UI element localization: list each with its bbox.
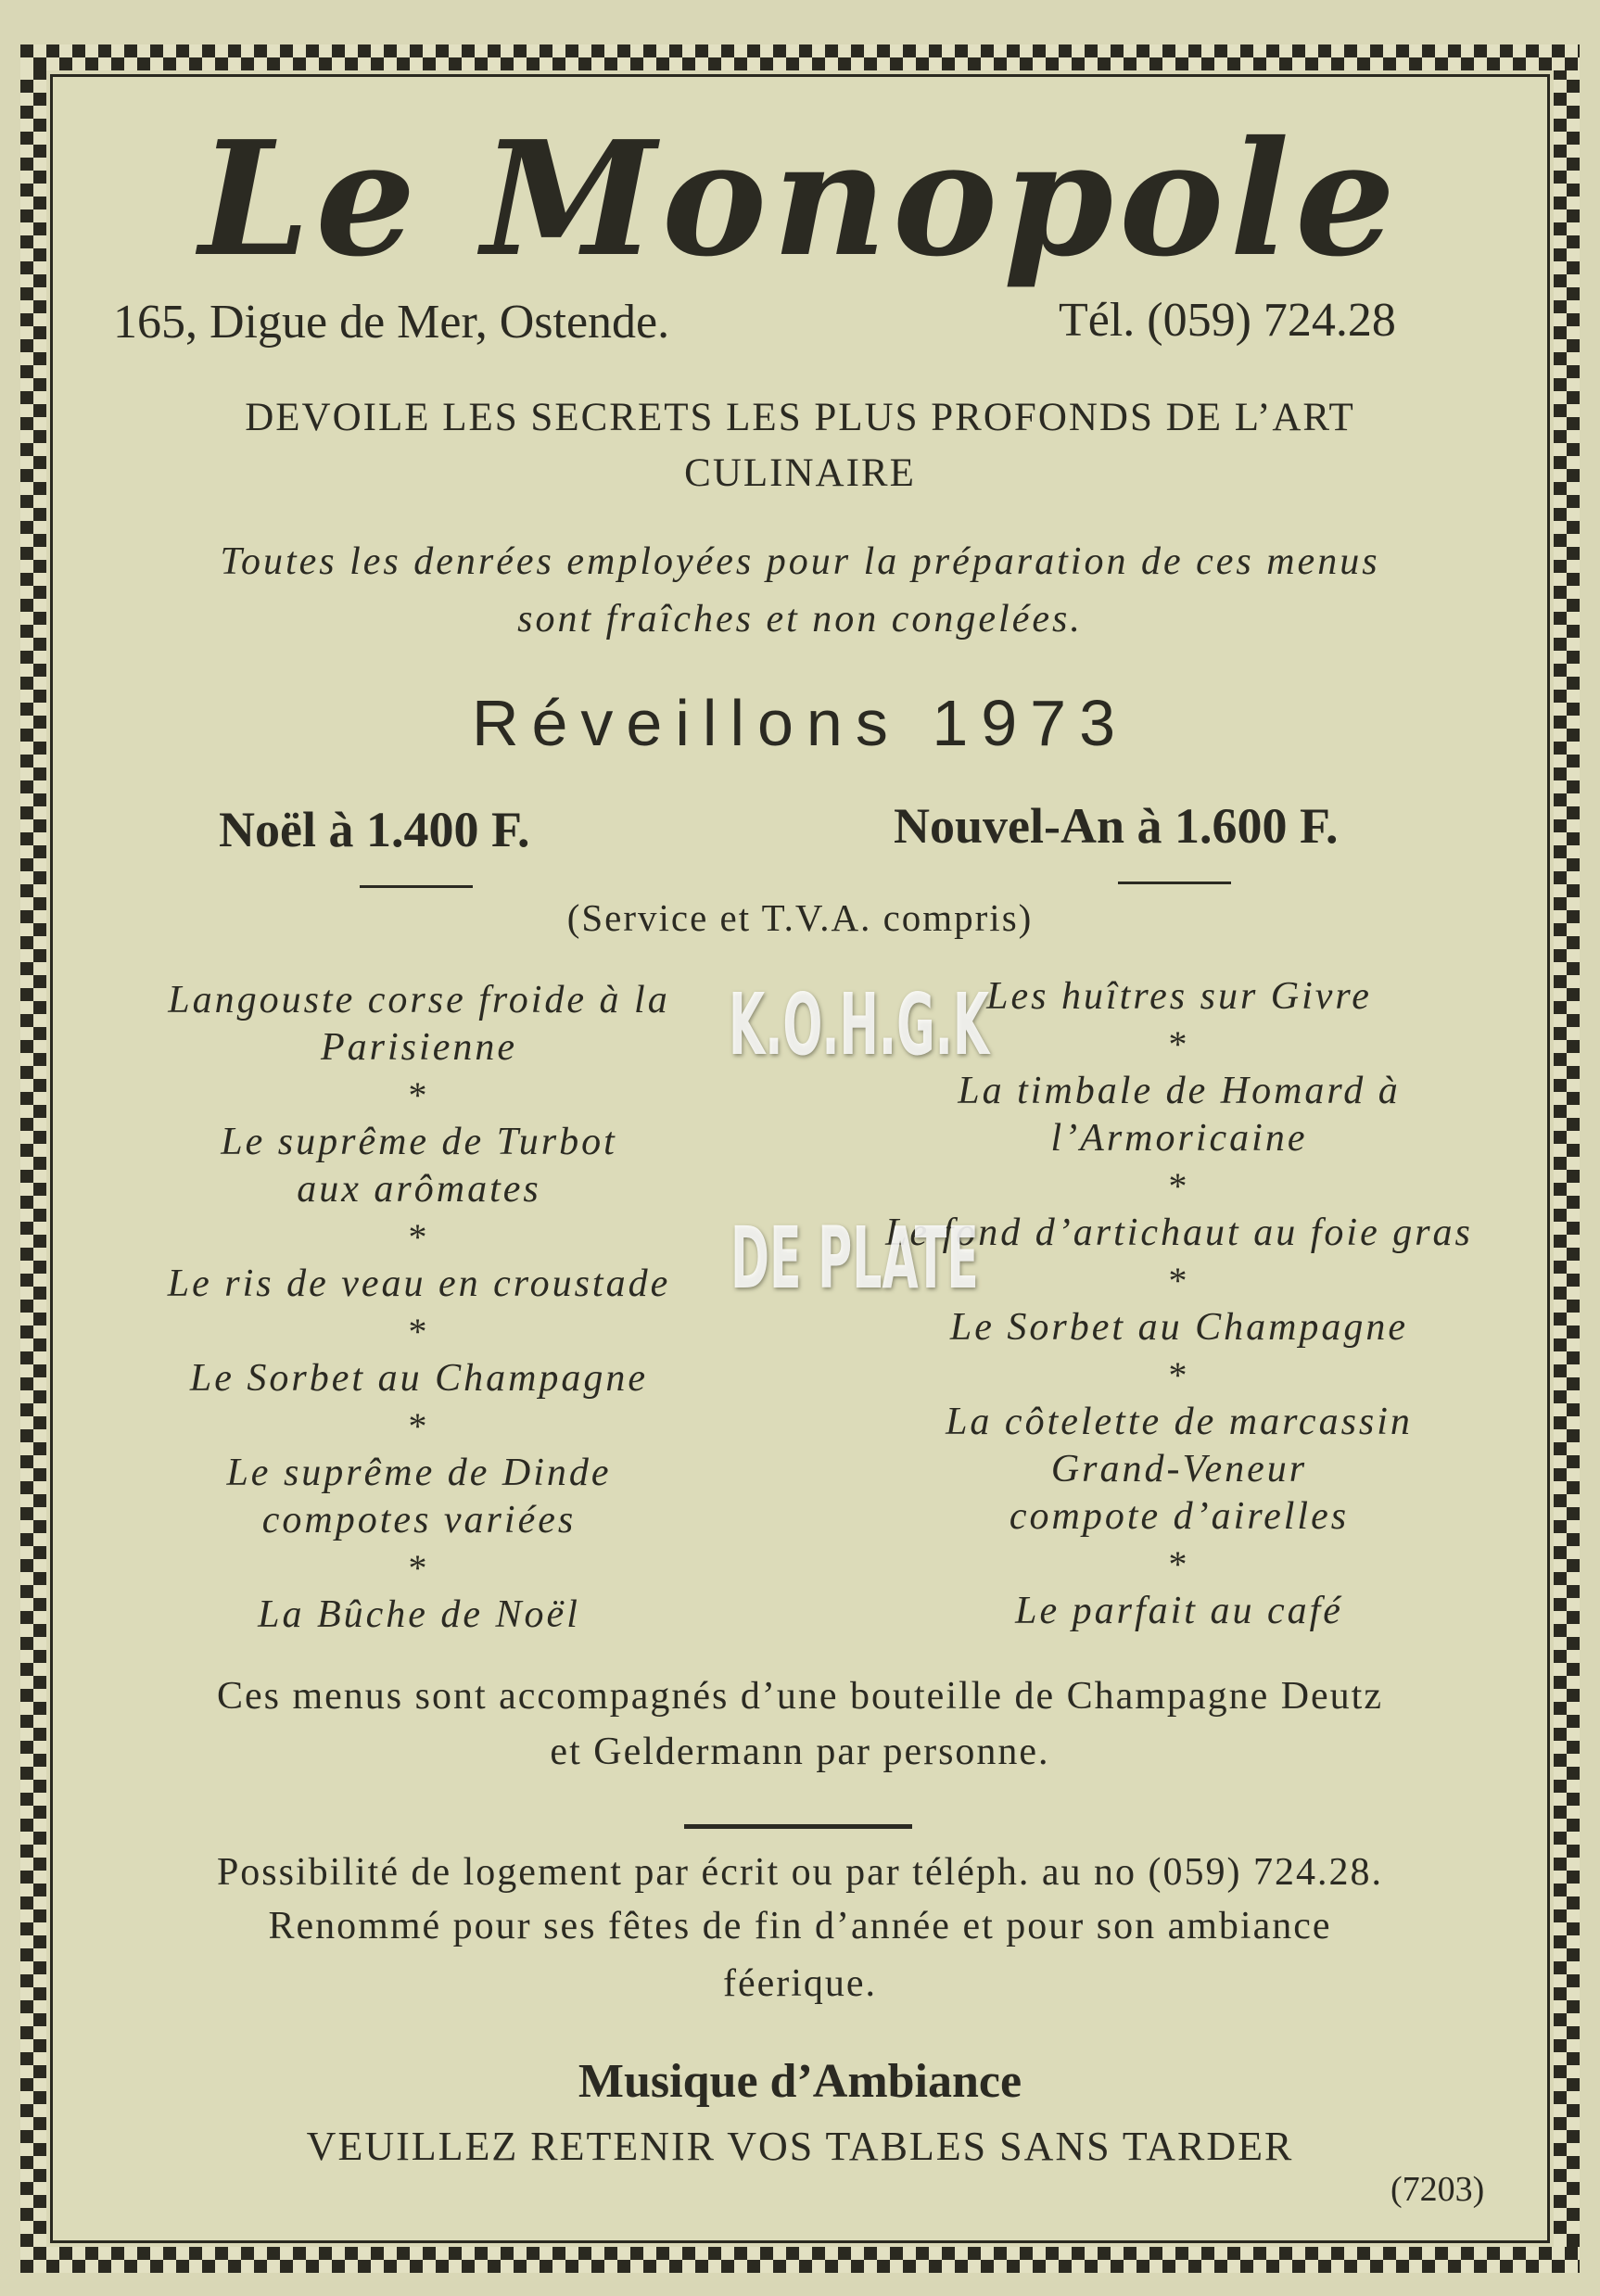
menu-nouvel-an-item: Grand-Veneur — [1050, 1448, 1308, 1490]
notice-line-2: sont fraîches et non congelées. — [517, 598, 1083, 641]
menu-noel-item: Le Sorbet au Champagne — [189, 1357, 649, 1400]
menu-noel-separator: * — [408, 1405, 430, 1447]
event-title: Réveillons 1973 — [471, 687, 1129, 759]
reference-number: (7203) — [1390, 2170, 1485, 2209]
menu-nouvel-an-separator: * — [1168, 1023, 1190, 1065]
menu-noel-separator: * — [408, 1547, 430, 1589]
restaurant-title: Le Monopole — [198, 107, 1402, 292]
menu-noel-item: Langouste corse froide à la — [168, 979, 670, 1021]
menu-nouvel-an-item: Les huîtres sur Givre — [986, 975, 1372, 1018]
section-divider — [684, 1824, 912, 1829]
menu-noel-item: aux arômates — [297, 1168, 541, 1211]
watermark-line-1: K.O.H.G.K — [729, 975, 990, 1074]
rule-left — [360, 885, 473, 888]
menu-nouvel-an-separator: * — [1168, 1165, 1190, 1207]
menu-noel — [95, 977, 743, 1639]
champagne-line-2: et Geldermann par personne. — [550, 1731, 1050, 1773]
menu-nouvel-an-item: Le parfait au café — [1015, 1590, 1343, 1632]
menu-nouvel-an-item: Le fond d’artichaut au foie gras — [885, 1211, 1473, 1254]
lodging-line-1: Possibilité de logement par écrit ou par téléph. au no (059) 724.28. — [216, 1851, 1384, 1894]
menu-nouvel-an-separator: * — [1168, 1543, 1190, 1585]
menu-noel-item: Le ris de veau en croustade — [167, 1262, 671, 1305]
telephone: Tél. (059) 724.28 — [1059, 294, 1396, 347]
menu-noel-item: Le suprême de Turbot — [221, 1121, 617, 1163]
price-included: (Service et T.V.A. compris) — [566, 896, 1034, 939]
menu-noel-item: compotes variées — [261, 1499, 577, 1541]
tagline-line-1: DEVOILE LES SECRETS LES PLUS PROFONDS DE L’ART — [245, 396, 1355, 439]
price-noel: Noël à 1.400 F. — [219, 802, 530, 857]
tagline-line-2: CULINAIRE — [684, 451, 916, 495]
notice-line-1: Toutes les denrées employées pour la préparation de ces menus — [220, 540, 1380, 583]
champagne-line-1: Ces menus sont accompagnés d’une bouteille de Champagne Deutz — [216, 1675, 1383, 1718]
music-heading: Musique d’Ambiance — [578, 2055, 1022, 2108]
menu-nouvel-an-item: compote d’airelles — [1009, 1495, 1350, 1538]
watermark-line-2: DE PLATE — [730, 1209, 979, 1308]
reserve-notice: VEUILLEZ RETENIR VOS TABLES SANS TARDER — [306, 2124, 1294, 2169]
menu-noel-item: Parisienne — [321, 1026, 517, 1069]
menu-nouvel-an-separator: * — [1168, 1260, 1190, 1301]
rule-right — [1118, 882, 1231, 884]
lodging-line-2: Renommé pour ses fêtes de fin d’année et pour son ambiance — [268, 1905, 1332, 1947]
menu-noel-separator: * — [408, 1074, 430, 1116]
lodging-line-3: féerique. — [722, 1962, 878, 2005]
menu-nouvel-an-item: l’Armoricaine — [1050, 1117, 1308, 1160]
menu-noel-item: La Bûche de Noël — [258, 1593, 580, 1636]
menu-noel-separator: * — [408, 1311, 430, 1352]
address: 165, Digue de Mer, Ostende. — [113, 296, 670, 349]
price-nouvel-an: Nouvel-An à 1.600 F. — [894, 798, 1339, 854]
menu-nouvel-an-separator: * — [1168, 1354, 1190, 1396]
menu-nouvel-an-item: Le Sorbet au Champagne — [949, 1306, 1409, 1349]
menu-noel-separator: * — [408, 1216, 430, 1258]
menu-nouvel-an-item: La timbale de Homard à — [958, 1070, 1401, 1112]
menu-nouvel-an-item: La côtelette de marcassin — [946, 1401, 1413, 1443]
menu-noel-item: Le suprême de Dinde — [226, 1452, 612, 1494]
